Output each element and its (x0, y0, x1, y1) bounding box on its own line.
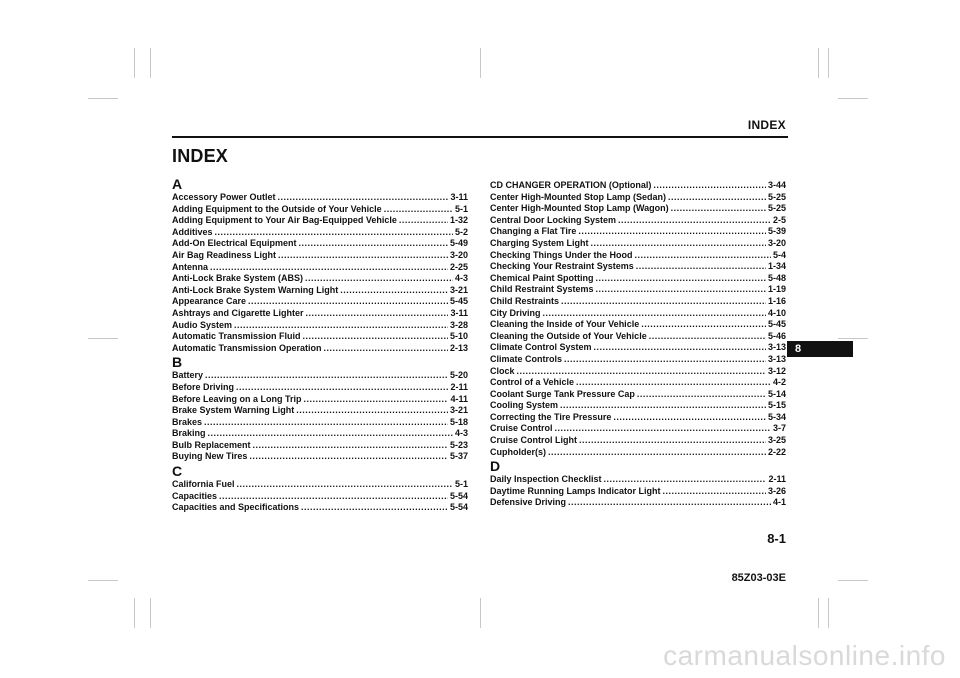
dot-leader (399, 215, 448, 227)
index-term: Child Restraints (490, 295, 560, 306)
dot-leader (560, 400, 766, 412)
index-term: Daytime Running Lamps Indicator Light (490, 485, 661, 496)
index-entry (172, 262, 468, 274)
dot-leader (618, 215, 771, 227)
index-term: Daily Inspection Checklist (490, 474, 602, 485)
crop-mark (480, 598, 481, 628)
index-entry (172, 405, 468, 417)
dot-leader (299, 238, 448, 250)
index-page-ref: 3-44 (767, 180, 786, 190)
index-entry (172, 204, 468, 216)
index-term: Antenna (172, 261, 208, 272)
crop-mark (818, 48, 819, 78)
dot-leader (248, 296, 448, 308)
dot-leader (641, 319, 766, 331)
dot-leader (301, 502, 448, 514)
dot-leader (324, 343, 448, 355)
dot-leader (555, 423, 771, 435)
index-page-ref: 2-13 (449, 342, 468, 353)
index-page-ref: 4-11 (450, 393, 468, 404)
index-entry (172, 370, 468, 382)
index-entry (172, 238, 468, 250)
index-entry (490, 226, 786, 238)
index-entry (490, 354, 786, 366)
index-term: Cupholder(s) (490, 446, 546, 457)
dot-leader (306, 308, 449, 320)
dot-leader (543, 308, 766, 320)
index-entry (172, 192, 468, 204)
index-page-ref: 3-13 (767, 353, 786, 364)
dot-leader (204, 417, 448, 429)
index-entry (172, 308, 468, 320)
index-page-ref: 5-14 (767, 388, 786, 399)
dot-leader (596, 284, 766, 296)
index-term: Cooling System (490, 400, 559, 411)
header-rule (172, 136, 788, 138)
index-term: Correcting the Tire Pressure (490, 411, 612, 422)
dot-leader (548, 447, 766, 459)
index-entry (490, 284, 786, 296)
index-term: Braking (172, 428, 206, 439)
dot-leader (671, 203, 766, 215)
index-term: CD CHANGER OPERATION (Optional) (490, 180, 652, 190)
crop-mark (88, 338, 118, 339)
dot-leader (249, 451, 448, 463)
index-term: Additives (172, 226, 213, 237)
index-term: Brakes (172, 416, 203, 427)
index-page-ref: 1-19 (767, 284, 786, 295)
index-page-ref: 2-22 (767, 446, 786, 457)
section-letter: A (172, 176, 183, 192)
dot-leader (208, 428, 453, 440)
dot-leader (205, 370, 448, 382)
document-code: 85Z03-03E (731, 572, 786, 584)
index-page-ref: 2-25 (449, 261, 468, 272)
index-term: Automatic Transmission Fluid (172, 331, 301, 342)
index-page-ref: 4-3 (454, 428, 468, 439)
index-entry (490, 273, 786, 285)
index-entry (172, 428, 468, 440)
index-page-ref: 5-20 (449, 370, 468, 381)
index-page-ref: 5-25 (767, 203, 786, 214)
dot-leader (234, 320, 448, 332)
page-number: 8-1 (767, 531, 786, 546)
dot-leader (561, 296, 766, 308)
index-entry (490, 215, 786, 227)
index-term: California Fuel (172, 479, 235, 490)
index-page-ref: 3-20 (767, 237, 786, 248)
index-page-ref: 5-2 (454, 226, 468, 237)
index-page-ref: 3-20 (449, 249, 468, 260)
index-entry (172, 285, 468, 297)
index-term: Climate Control System (490, 342, 592, 353)
index-entry (172, 382, 468, 394)
index-entry (172, 502, 468, 514)
index-page-ref: 5-34 (767, 411, 786, 422)
index-column-left (172, 176, 468, 514)
index-entry (172, 394, 468, 406)
dot-leader (278, 250, 448, 262)
dot-leader (668, 192, 766, 204)
crop-mark (838, 338, 868, 339)
index-term: Checking Your Restraint Systems (490, 261, 634, 272)
dot-leader (636, 261, 766, 273)
index-page-ref: 3-12 (767, 365, 786, 376)
index-page-ref: 3-26 (767, 485, 786, 496)
index-term: Cruise Control Light (490, 435, 577, 446)
index-term: Air Bag Readiness Light (172, 249, 277, 260)
index-entry (490, 261, 786, 273)
index-page-ref: 3-13 (767, 342, 786, 353)
dot-leader (305, 273, 453, 285)
index-term: Cleaning the Inside of Your Vehicle (490, 319, 640, 330)
crop-mark (134, 48, 135, 78)
crop-mark (480, 48, 481, 78)
dot-leader (278, 192, 449, 204)
index-page-ref: 4-10 (767, 307, 786, 318)
index-term: Buying New Tires (172, 451, 248, 462)
section-letter: D (490, 458, 501, 475)
index-term: Clock (490, 365, 515, 376)
page-title: INDEX (172, 146, 229, 166)
index-entry (490, 342, 786, 354)
dot-leader (635, 250, 771, 262)
index-entry (490, 238, 786, 250)
index-entry (172, 215, 468, 227)
index-page-ref: 3-21 (449, 405, 468, 416)
dot-leader (663, 486, 766, 498)
index-page-ref: 3-21 (449, 284, 468, 295)
dot-leader (579, 435, 766, 447)
index-entry (172, 417, 468, 429)
index-page-ref: 5-54 (449, 502, 468, 513)
dot-leader (303, 331, 448, 343)
index-entry (490, 296, 786, 308)
dot-leader (594, 342, 766, 354)
dot-leader (253, 440, 448, 452)
index-entry (490, 203, 786, 215)
index-entry (490, 486, 786, 498)
index-term: Cleaning the Outside of Your Vehicle (490, 330, 647, 341)
index-term: Charging System Light (490, 237, 589, 248)
dot-leader (564, 354, 766, 366)
index-term: Adding Equipment to the Outside of Your Vehicle (172, 203, 382, 214)
crop-mark (838, 98, 868, 99)
index-entry (172, 296, 468, 308)
dot-leader (236, 382, 448, 394)
index-term: Accessory Power Outlet (172, 192, 276, 202)
index-page-ref: 2-11 (450, 381, 468, 392)
index-entry (172, 273, 468, 285)
dot-leader (591, 238, 766, 250)
dot-leader (210, 262, 448, 274)
index-page-ref: 4-1 (772, 497, 786, 508)
index-page-ref: 5-46 (767, 330, 786, 341)
index-entry (172, 440, 468, 452)
index-term: Capacities and Specifications (172, 502, 300, 513)
index-page-ref: 1-16 (767, 295, 786, 306)
index-page-ref: 5-54 (449, 490, 468, 501)
index-term: Control of a Vehicle (490, 377, 575, 388)
index-term: Center High-Mounted Stop Lamp (Wagon) (490, 203, 669, 214)
index-entry (490, 319, 786, 331)
index-page-ref: 2-11 (768, 474, 786, 485)
section-letter: C (172, 463, 183, 480)
index-entry (172, 320, 468, 332)
index-page-ref: 5-23 (449, 439, 468, 450)
crop-mark (818, 598, 819, 628)
index-term: Add-On Electrical Equipment (172, 238, 297, 249)
index-entry (490, 180, 786, 192)
crop-mark (150, 598, 151, 628)
dot-leader (304, 394, 449, 406)
index-entry (172, 479, 468, 491)
index-page-ref: 3-7 (772, 423, 786, 434)
index-page-ref: 5-1 (454, 479, 468, 490)
index-term: Coolant Surge Tank Pressure Cap (490, 388, 635, 399)
index-page-ref: 5-39 (767, 226, 786, 237)
index-page-ref: 5-45 (767, 319, 786, 330)
dot-leader (604, 474, 767, 486)
chapter-tab: 8 (787, 341, 853, 357)
section-letter: B (172, 354, 183, 371)
index-page-ref: 5-18 (449, 416, 468, 427)
index-entry (490, 423, 786, 435)
index-entry (490, 366, 786, 378)
dot-leader (568, 497, 771, 509)
dot-leader (384, 204, 453, 216)
index-entry (490, 331, 786, 343)
dot-leader (576, 377, 771, 389)
index-entry (172, 331, 468, 343)
dot-leader (219, 491, 448, 503)
index-page-ref: 1-34 (767, 261, 786, 272)
crop-mark (88, 98, 118, 99)
index-term: Changing a Flat Tire (490, 226, 577, 237)
index-term: City Driving (490, 307, 541, 318)
index-entry (490, 389, 786, 401)
index-term: Defensive Driving (490, 497, 567, 508)
index-term: Appearance Care (172, 296, 247, 307)
index-page-ref: 5-45 (449, 296, 468, 307)
index-page-ref: 5-37 (449, 451, 468, 462)
index-page-ref: 5-1 (454, 203, 468, 214)
index-page-ref: 2-5 (772, 214, 786, 225)
index-term: Checking Things Under the Hood (490, 249, 633, 260)
index-term: Ashtrays and Cigarette Lighter (172, 307, 304, 318)
index-term: Audio System (172, 319, 233, 330)
dot-leader (340, 285, 448, 297)
index-term: Central Door Locking System (490, 214, 617, 225)
index-page-ref: 3-25 (767, 435, 786, 446)
crop-mark (88, 580, 118, 581)
index-term: Brake System Warning Light (172, 405, 295, 416)
index-term: Automatic Transmission Operation (172, 342, 322, 353)
index-entry (490, 308, 786, 320)
index-page-ref: 4-2 (772, 377, 786, 388)
dot-leader (653, 180, 766, 192)
dot-leader (237, 479, 453, 491)
index-entry (490, 400, 786, 412)
index-page-ref: 5-49 (449, 238, 468, 249)
index-entry (172, 343, 468, 355)
index-term: Adding Equipment to Your Air Bag-Equipped Vehicle (172, 215, 397, 226)
index-entry (490, 377, 786, 389)
index-entry (490, 497, 786, 509)
index-term: Anti-Lock Brake System (ABS) (172, 273, 304, 284)
index-entry (490, 474, 786, 486)
index-page-ref: 5-4 (772, 249, 786, 260)
index-term: Bulb Replacement (172, 439, 251, 450)
index-entry (490, 192, 786, 204)
index-term: Capacities (172, 490, 218, 501)
index-page-ref: 5-25 (767, 191, 786, 202)
index-entry (172, 451, 468, 463)
index-term: Climate Controls (490, 353, 563, 364)
index-column-right (490, 180, 786, 509)
index-page-ref: 3-28 (449, 319, 468, 330)
index-entry (490, 447, 786, 459)
dot-leader (649, 331, 766, 343)
index-entry (172, 227, 468, 239)
index-term: Anti-Lock Brake System Warning Light (172, 284, 339, 295)
index-term: Before Leaving on a Long Trip (172, 393, 302, 404)
crop-mark (828, 598, 829, 628)
index-term: Child Restraint Systems (490, 284, 594, 295)
crop-mark (838, 580, 868, 581)
index-page-ref: 3-11 (450, 192, 468, 202)
index-term: Chemical Paint Spotting (490, 272, 594, 283)
index-page-ref: 1-32 (449, 215, 468, 226)
dot-leader (296, 405, 448, 417)
index-term: Center High-Mounted Stop Lamp (Sedan) (490, 191, 666, 202)
index-entry (490, 250, 786, 262)
index-page-ref: 5-10 (449, 331, 468, 342)
dot-leader (637, 389, 766, 401)
index-entry (490, 435, 786, 447)
watermark-url: carmanualsonline.info (663, 640, 946, 671)
index-term: Battery (172, 370, 204, 381)
index-page-ref: 4-3 (454, 273, 468, 284)
index-entry (490, 412, 786, 424)
index-term: Cruise Control (490, 423, 553, 434)
index-entry (172, 250, 468, 262)
dot-leader (613, 412, 766, 424)
dot-leader (578, 226, 766, 238)
crop-mark (828, 48, 829, 78)
dot-leader (596, 273, 766, 285)
crop-mark (150, 48, 151, 78)
dot-leader (215, 227, 453, 239)
index-term: Before Driving (172, 381, 235, 392)
dot-leader (517, 366, 766, 378)
index-entry (172, 491, 468, 503)
crop-mark (134, 598, 135, 628)
running-header-title: INDEX (747, 118, 786, 132)
index-page-ref: 5-15 (767, 400, 786, 411)
index-page-ref: 5-48 (767, 272, 786, 283)
index-page-ref: 3-11 (450, 307, 468, 318)
